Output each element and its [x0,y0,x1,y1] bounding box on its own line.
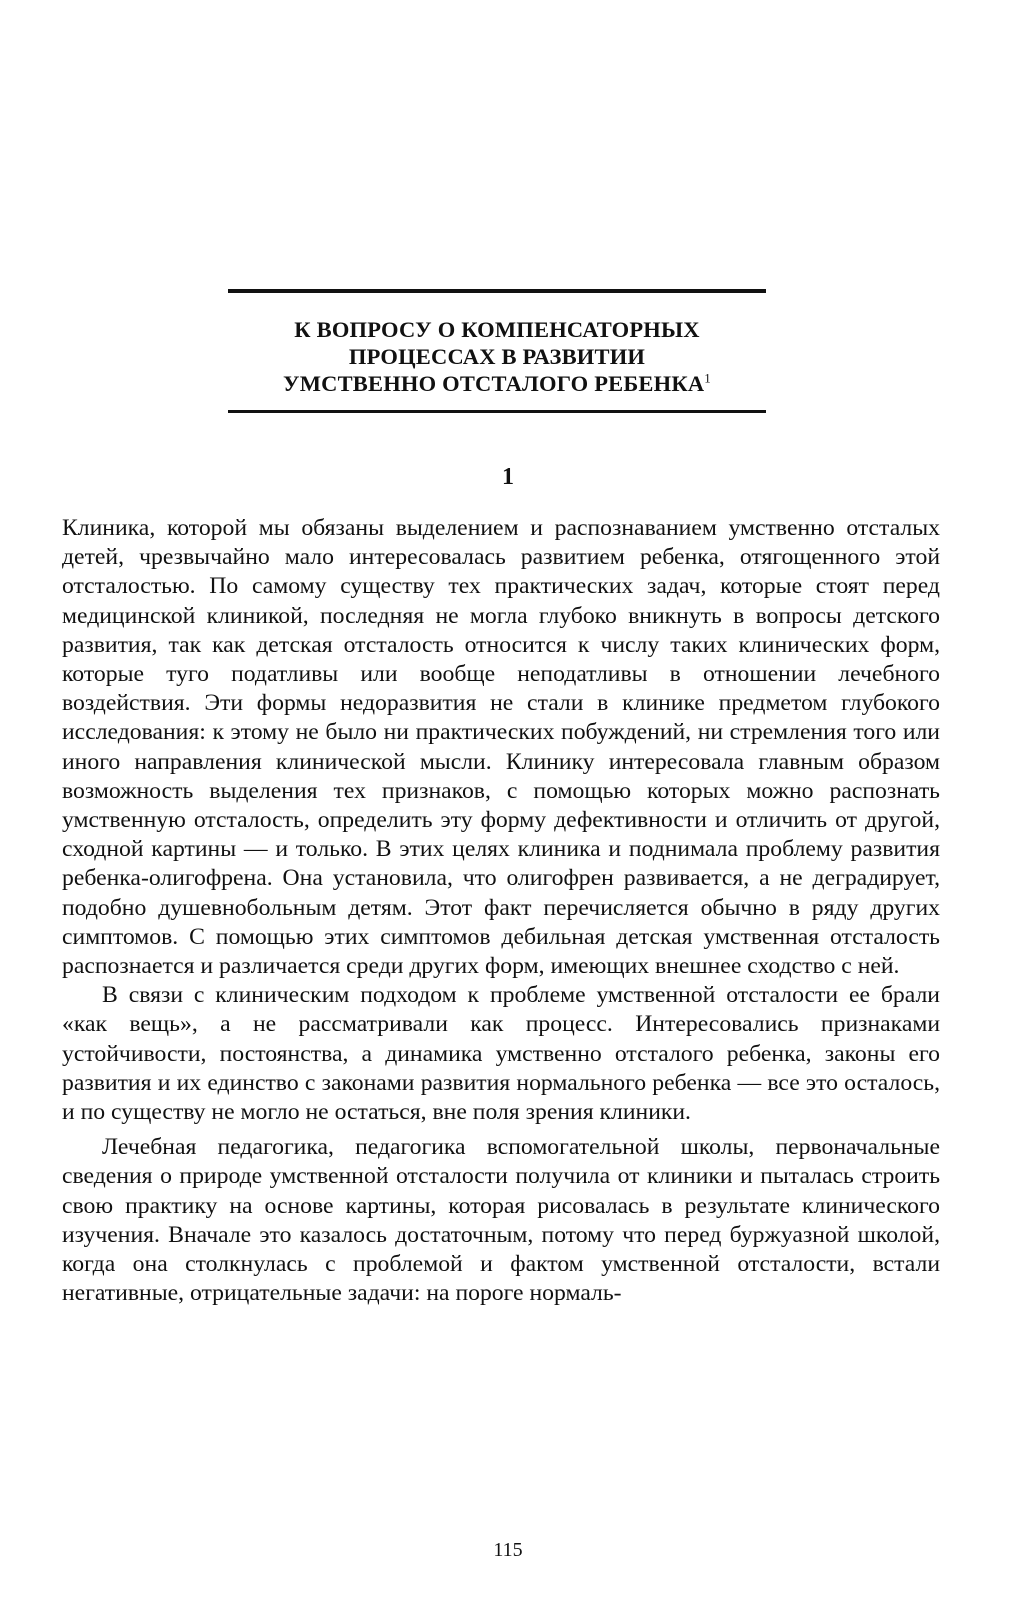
footnote-marker[interactable]: 1 [704,370,711,386]
chapter-title-line-3 [228,370,766,397]
title-rule-top [228,289,766,293]
body-text [62,514,940,1308]
page-number: 115 [493,1539,523,1561]
chapter-title-line-3-text: УМСТВЕННО ОТСТАЛОГО РЕБЕНКА [283,371,705,396]
title-rule-bottom [228,410,766,413]
chapter-title [228,316,766,397]
chapter-title-line-1: К ВОПРОСУ О КОМПЕНСАТОРНЫХ [294,317,700,342]
paragraph-3: Лечебная педагогика, педагогика вспомогательной школы, первоначальные сведения о природе умственной отсталости получила от клиники и пыталась строить свою практику на основе картины, которая рисовалась в результате клинического изучения. Вначале это казалось достаточным, потому что перед буржуазной школой, когда она столкнулась с проблемой и фактом умственной отсталости, встали негативные, отрицательные задачи: на пороге нормаль- [62,1134,940,1307]
paragraph-1: Клиника, которой мы обязаны выделением и распознаванием умственно отсталых детей, чрезвычайно мало интересовалась развитием ребенка, отягощенного этой отсталостью. По самому существу тех практических задач, которые стоят перед медицинской клиникой, последняя не могла глубоко вникнуть в вопросы детского развития, так как детская отсталость относится к числу таких клинических форм, которые туго податливы или вообще неподатливы в отношении лечебного воздействия. Эти формы недоразвития не стали в клинике предметом глубокого исследования: к этому не было ни практических побуждений, ни стремления того или иного направления клинической мысли. Клинику интересовала главным образом возможность выделения тех признаков, с помощью которых можно распознать умственную отсталость, определить эту форму дефективности и отличить от другой, сходной картины — и только. В этих целях клиника и поднимала проблему развития ребенка-олигофрена. Она установила, что олигофрен развивается, а не деградирует, подобно душевнобольным детям. Этот факт перечисляется обычно в ряду других симптомов. С помощью этих симптомов дебильная детская умственная отсталость распознается и различается среди других форм, имеющих внешнее сходство с ней. [62,515,940,980]
section-number: 1 [502,464,514,490]
chapter-title-line-2: ПРОЦЕССАХ В РАЗВИТИИ [348,344,646,369]
paragraph-2: В связи с клиническим подходом к проблеме умственной отсталости ее брали «как вещь», а не рассматривали как процесс. Интересовались признаками устойчивости, постоянства, а динамика умственно отсталого ребенка, законы его развития и их единство с законами развития нормального ребенка — все это осталось, и по существу не могло не остаться, вне поля зрения клиники. [62,982,940,1126]
